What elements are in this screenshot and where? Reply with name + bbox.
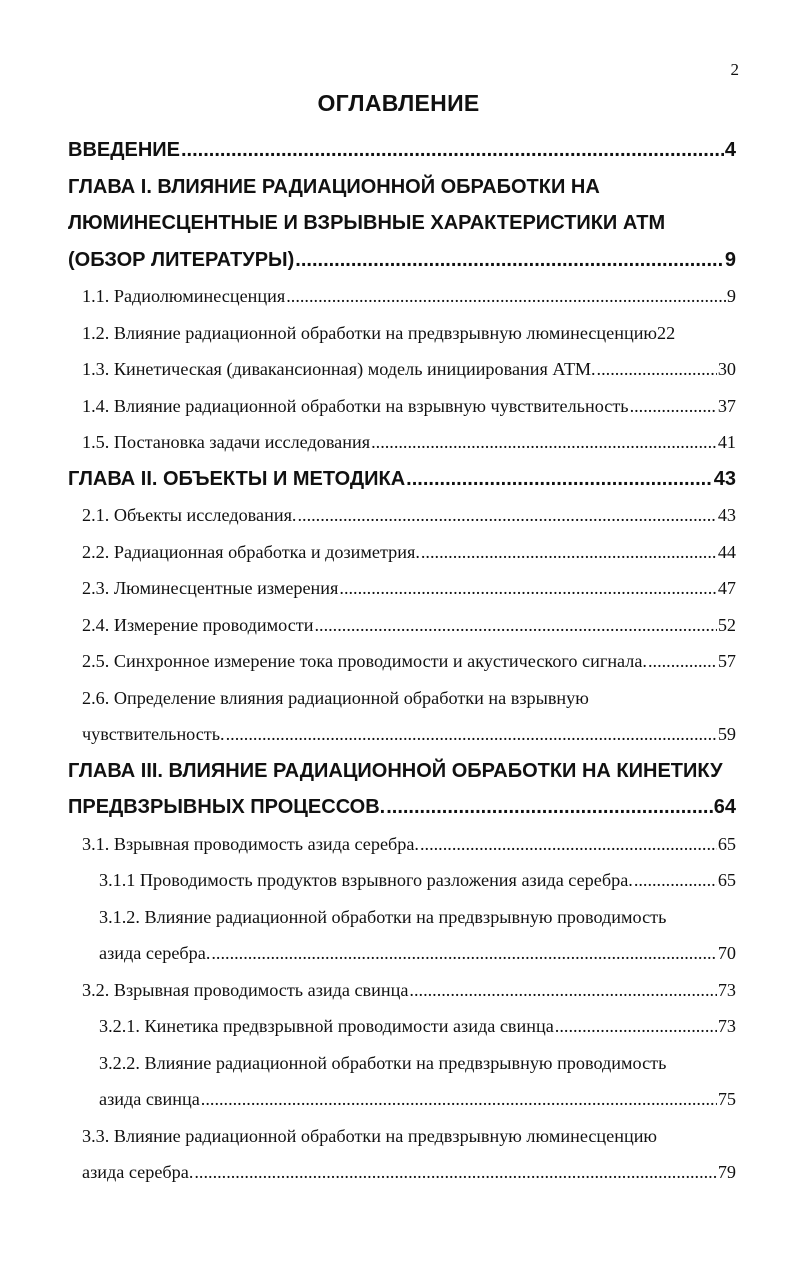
toc-entry-page: 73 bbox=[717, 1016, 736, 1036]
toc-entry-chapter-1-line-1[interactable] bbox=[68, 169, 736, 206]
toc-entry-page: 65 bbox=[717, 833, 736, 854]
toc-leader-dots bbox=[295, 242, 724, 279]
toc-entry-2-3[interactable] bbox=[68, 570, 736, 607]
toc-entry-title: ЛЮМИНЕСЦЕНТНЫЕ И ВЗРЫВНЫЕ ХАРАКТЕРИСТИКИ АТМ bbox=[68, 212, 666, 234]
toc-leader-dots bbox=[286, 278, 726, 315]
toc-entry-2-5[interactable] bbox=[68, 643, 736, 680]
toc-leader-dots bbox=[371, 424, 717, 461]
toc-entry-chapter-1-line-2[interactable] bbox=[68, 205, 736, 242]
toc-leader-dots bbox=[634, 862, 717, 899]
toc-leader-dots bbox=[555, 1008, 717, 1045]
toc-entry-3-1-1[interactable] bbox=[68, 862, 736, 899]
toc-entry-page: 52 bbox=[717, 614, 736, 635]
toc-leader-dots bbox=[421, 534, 717, 571]
toc-leader-dots bbox=[386, 789, 713, 826]
toc-entry-page: 47 bbox=[717, 578, 736, 598]
toc-entry-title: 2.6. Определение влияния радиационной обработки на взрывную bbox=[82, 687, 589, 708]
toc-entry-title: 1.3. Кинетическая (дивакансионная) модель инициирования АТМ. bbox=[82, 359, 596, 379]
toc-entry-page: 65 bbox=[717, 870, 736, 890]
toc-leader-dots bbox=[181, 132, 724, 169]
toc-entry-title: 1.2. Влияние радиационной обработки на предвзрывную люминесценцию bbox=[82, 322, 658, 343]
toc-entry-title: 3.3. Влияние радиационной обработки на предвзрывную люминесценцию bbox=[82, 1125, 658, 1146]
toc-entry-2-4[interactable] bbox=[68, 607, 736, 644]
toc-entry-2-6-line-1[interactable] bbox=[68, 680, 736, 717]
toc-entry-2-1[interactable] bbox=[68, 497, 736, 534]
toc-entry-title: 3.2.1. Кинетика предвзрывной проводимости азида свинца bbox=[99, 1016, 554, 1036]
toc-entry-page: 44 bbox=[717, 541, 736, 562]
toc-entry-title: (ОБЗОР ЛИТЕРАТУРЫ) bbox=[68, 248, 295, 271]
toc-entry-title: 1.1. Радиолюминесценция bbox=[82, 286, 286, 306]
toc-entry-2-2[interactable] bbox=[68, 534, 736, 571]
toc-entry-page: 70 bbox=[717, 943, 736, 963]
toc-entry-1-2[interactable] bbox=[68, 315, 736, 352]
toc-entry-page: 37 bbox=[717, 395, 736, 416]
toc-leader-dots bbox=[297, 497, 716, 534]
toc-entry-page: 43 bbox=[713, 467, 736, 490]
toc-entry-page: 9 bbox=[726, 286, 736, 306]
toc-entry-title: 1.4. Влияние радиационной обработки на взрывную чувствительность bbox=[82, 395, 629, 416]
toc-entry-page: 79 bbox=[717, 1162, 736, 1182]
toc-leader-dots bbox=[406, 461, 713, 498]
toc-entry-page: 4 bbox=[724, 139, 736, 161]
toc-entry-title: ГЛАВА II. ОБЪЕКТЫ И МЕТОДИКА bbox=[68, 467, 406, 490]
toc-entry-1-1[interactable] bbox=[68, 278, 736, 315]
toc-entry-page: 57 bbox=[717, 651, 736, 671]
toc-entry-2-6-line-2[interactable] bbox=[68, 716, 736, 753]
toc-entry-page: 75 bbox=[717, 1089, 736, 1109]
toc-entry-3-3-line-2[interactable] bbox=[68, 1154, 736, 1191]
toc-entry-title: азида свинца bbox=[99, 1089, 200, 1109]
toc-entry-title: 1.5. Постановка задачи исследования bbox=[82, 432, 371, 452]
toc-leader-dots bbox=[648, 643, 717, 680]
toc-entry-title: чувствительность. bbox=[82, 724, 225, 744]
toc-leader-dots bbox=[597, 351, 717, 388]
toc-entry-title: 2.4. Измерение проводимости bbox=[82, 614, 314, 635]
toc-leader-dots bbox=[409, 972, 716, 1009]
toc-entry-page: 41 bbox=[717, 432, 736, 452]
toc-leader-dots bbox=[630, 388, 717, 425]
toc-leader-dots bbox=[314, 607, 716, 644]
toc-entry-page: 73 bbox=[717, 979, 736, 1000]
toc-entry-3-1[interactable] bbox=[68, 826, 736, 863]
toc-entry-chapter-1-line-3[interactable] bbox=[68, 242, 736, 279]
toc-entry-3-2[interactable] bbox=[68, 972, 736, 1009]
toc-entry-title: азида серебра. bbox=[99, 943, 211, 963]
toc-entry-page: 30 bbox=[717, 359, 736, 379]
page-title: ОГЛАВЛЕНИЕ bbox=[317, 90, 480, 116]
toc-entry-introduction[interactable] bbox=[68, 132, 736, 169]
toc-entry-3-2-2-line-2[interactable] bbox=[68, 1081, 736, 1118]
toc-entry-title: 2.3. Люминесцентные измерения bbox=[82, 578, 339, 598]
toc-entry-1-4[interactable] bbox=[68, 388, 736, 425]
toc-entry-1-3[interactable] bbox=[68, 351, 736, 388]
toc-leader-dots bbox=[339, 570, 716, 607]
toc-entry-title: ВВЕДЕНИЕ bbox=[68, 139, 180, 161]
toc-entry-title: 2.2. Радиационная обработка и дозиметрия. bbox=[82, 541, 420, 562]
toc-entry-page: 43 bbox=[717, 505, 736, 525]
toc-entry-title: ГЛАВА I. ВЛИЯНИЕ РАДИАЦИОННОЙ ОБРАБОТКИ НА bbox=[68, 175, 600, 198]
toc-entry-chapter-3-line-1[interactable] bbox=[68, 753, 736, 790]
toc-entry-chapter-3-line-2[interactable] bbox=[68, 789, 736, 826]
toc-entry-title: 3.2. Взрывная проводимость азида свинца bbox=[82, 979, 409, 1000]
toc-leader-dots bbox=[420, 826, 717, 863]
toc-leader-dots bbox=[226, 716, 717, 753]
toc-entry-page: 64 bbox=[713, 796, 736, 818]
toc-entry-title: азида серебра. bbox=[82, 1162, 194, 1182]
toc-entry-page: 59 bbox=[717, 724, 736, 744]
table-of-contents bbox=[68, 132, 736, 1191]
toc-entry-title: 2.5. Синхронное измерение тока проводимости и акустического сигнала. bbox=[82, 651, 647, 671]
page-number: 2 bbox=[730, 60, 739, 79]
toc-entry-page: 22 bbox=[657, 322, 676, 343]
toc-entry-1-5[interactable] bbox=[68, 424, 736, 461]
toc-leader-dots bbox=[194, 1154, 716, 1191]
toc-entry-3-3-line-1[interactable] bbox=[68, 1118, 736, 1155]
toc-entry-title: ГЛАВА III. ВЛИЯНИЕ РАДИАЦИОННОЙ ОБРАБОТКИ НА КИНЕТИКУ bbox=[68, 759, 723, 782]
toc-leader-dots bbox=[201, 1081, 717, 1118]
toc-entry-title: 3.2.2. Влияние радиационной обработки на предвзрывную проводимость bbox=[99, 1052, 667, 1073]
toc-entry-chapter-2[interactable] bbox=[68, 461, 736, 498]
toc-entry-3-1-2-line-1[interactable] bbox=[68, 899, 736, 936]
toc-entry-3-2-1[interactable] bbox=[68, 1008, 736, 1045]
toc-entry-page: 9 bbox=[724, 248, 736, 271]
toc-entry-title: 3.1.1 Проводимость продуктов взрывного разложения азида серебра. bbox=[99, 870, 633, 890]
toc-entry-title: 2.1. Объекты исследования. bbox=[82, 505, 297, 525]
toc-entry-3-1-2-line-2[interactable] bbox=[68, 935, 736, 972]
toc-entry-title: 3.1.2. Влияние радиационной обработки на предвзрывную проводимость bbox=[99, 906, 667, 927]
toc-entry-3-2-2-line-1[interactable] bbox=[68, 1045, 736, 1082]
toc-leader-dots bbox=[211, 935, 716, 972]
toc-entry-title: ПРЕДВЗРЫВНЫХ ПРОЦЕССОВ. bbox=[68, 796, 386, 818]
toc-entry-title: 3.1. Взрывная проводимость азида серебра. bbox=[82, 833, 419, 854]
